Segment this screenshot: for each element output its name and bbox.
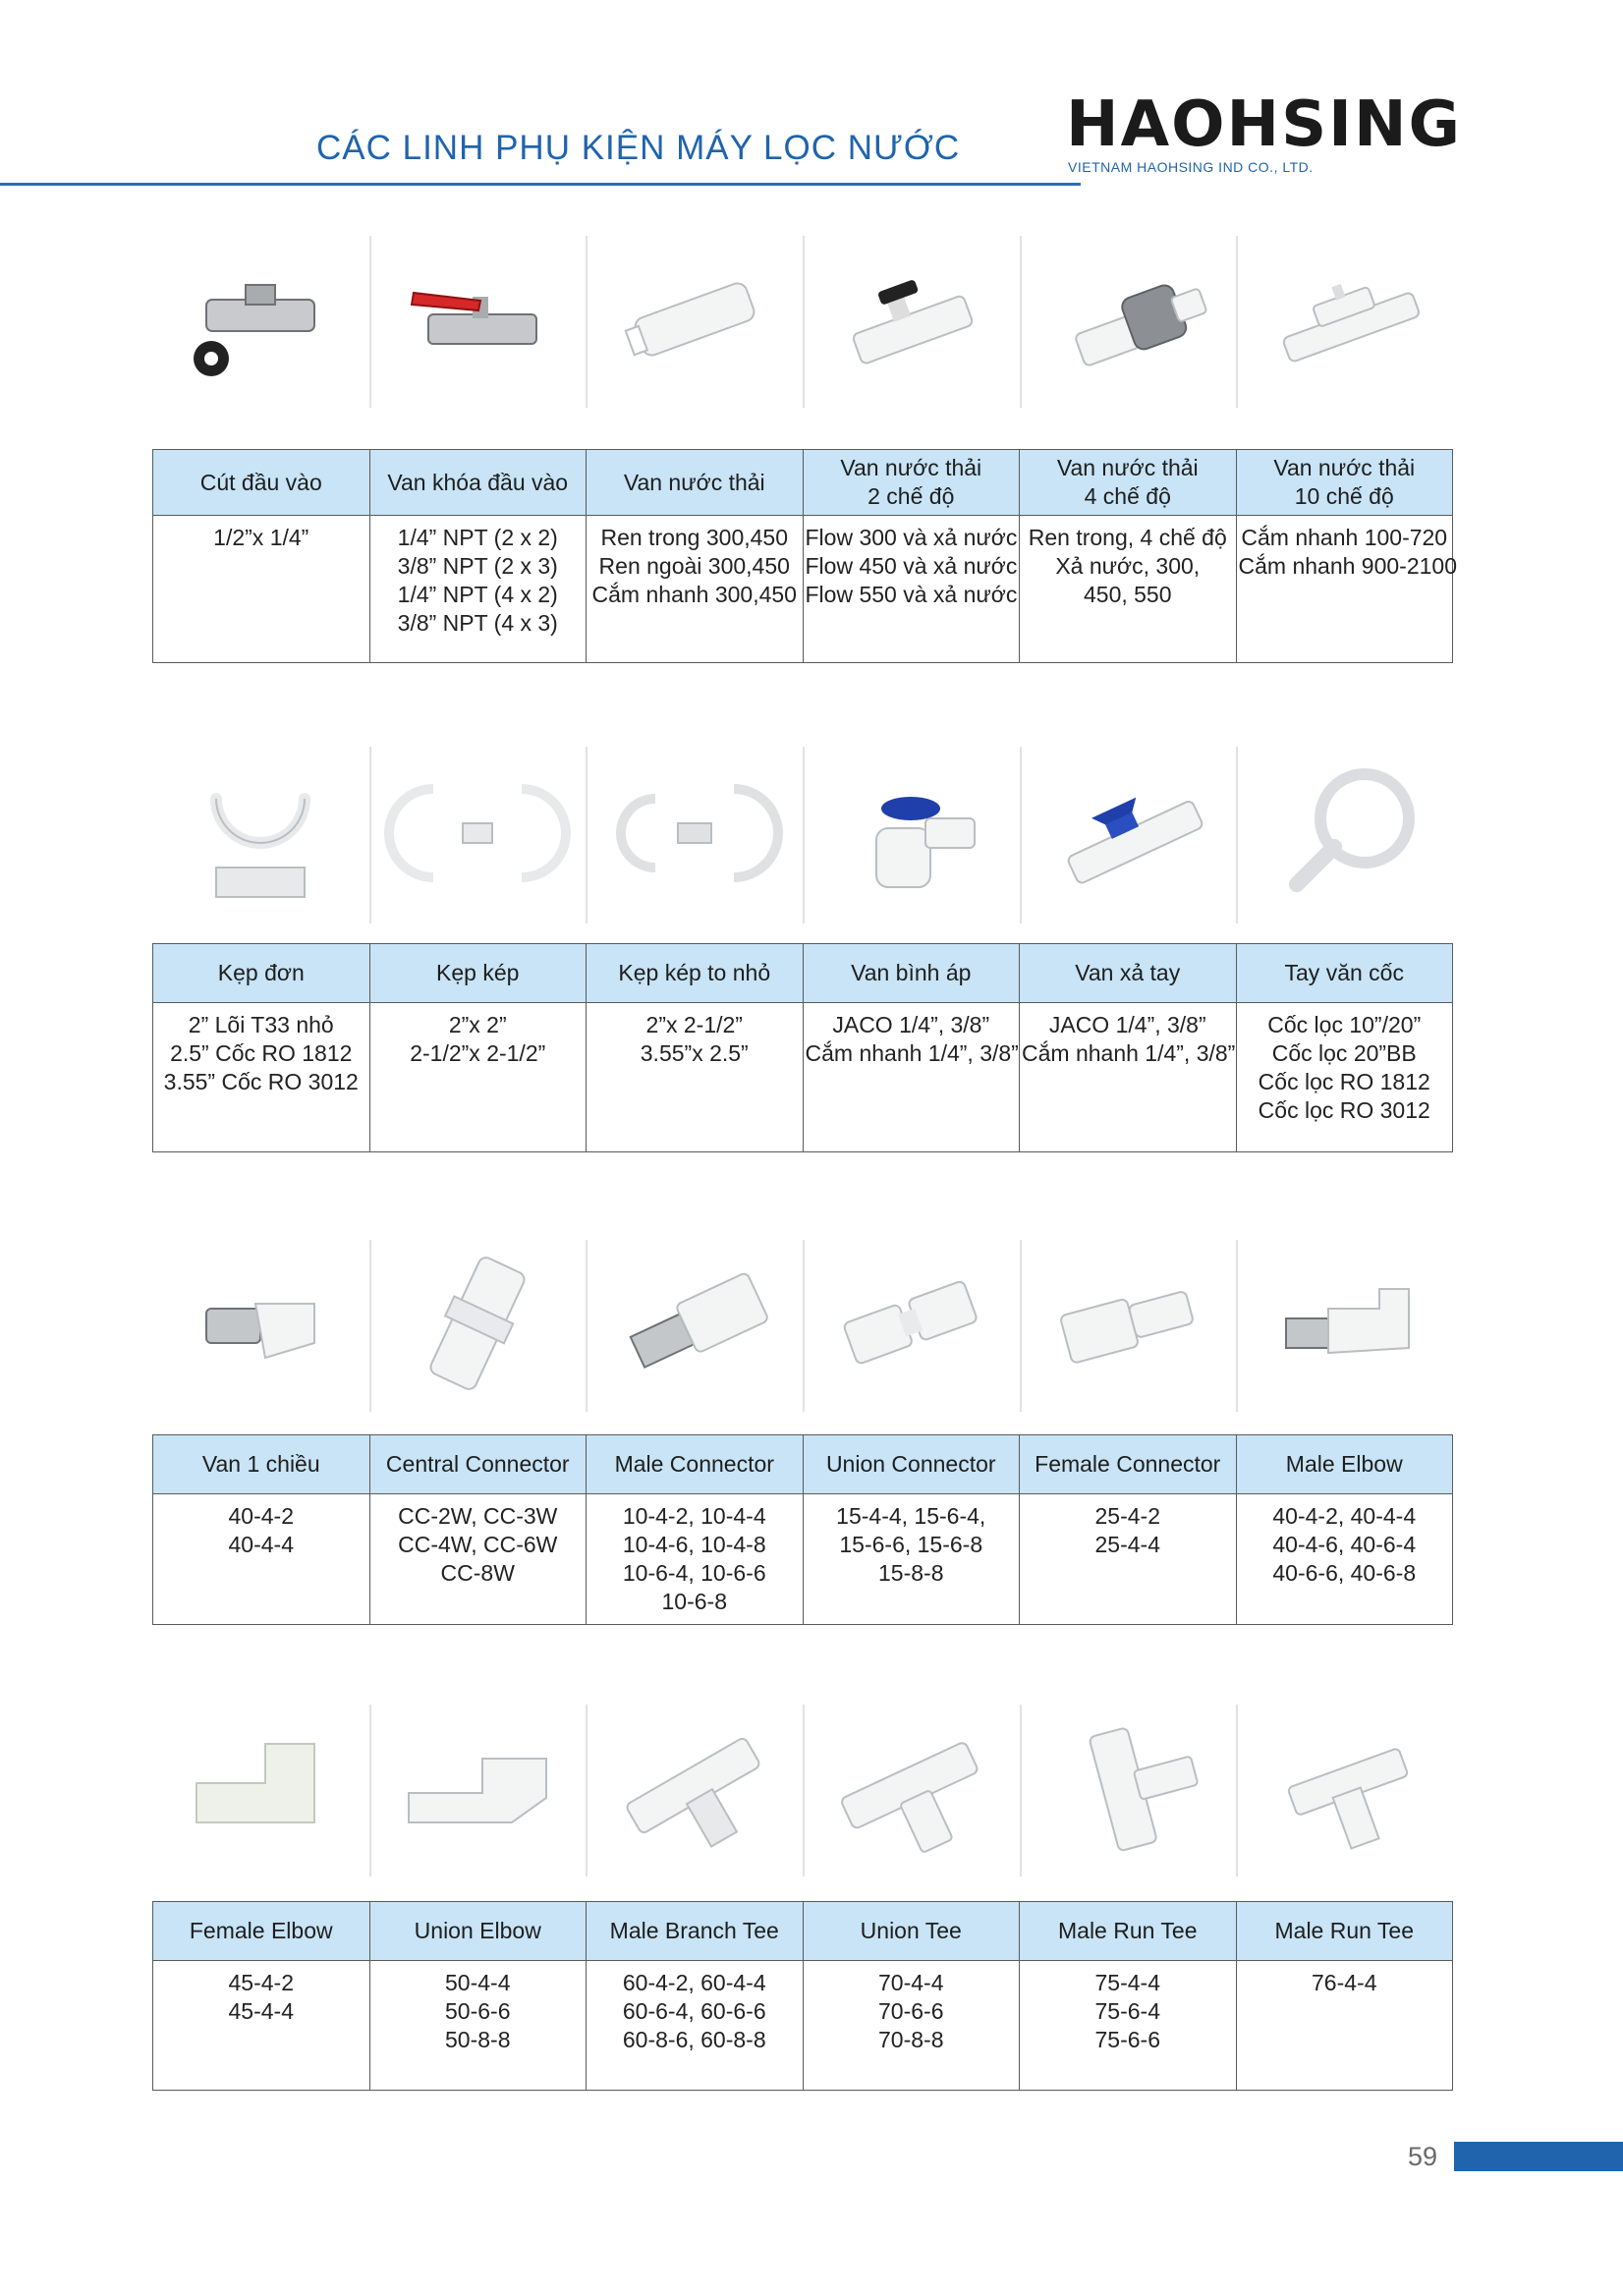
product-spec: Ren ngoài 300,450 [598, 553, 790, 579]
product-name-cell [153, 450, 370, 516]
product-spec: 3.55” Cốc RO 3012 [163, 1069, 359, 1094]
product-spec-cell [587, 1961, 804, 2091]
product-spec: Cắm nhanh 1/4”, 3/8” [805, 1040, 1019, 1066]
product-name-cell [369, 944, 587, 1003]
product-spec-cell [803, 516, 1020, 663]
page-title: CÁC LINH PHỤ KIỆN MÁY LỌC NƯỚC [316, 129, 961, 168]
table-header-row [153, 944, 1453, 1003]
product-spec: 75-6-4 [1094, 1998, 1160, 2024]
product-name: Male Elbow [1285, 1451, 1403, 1477]
product-spec: Cốc lọc RO 3012 [1258, 1097, 1430, 1123]
product-spec-cell [369, 1961, 587, 2091]
product-name: Union Elbow [414, 1918, 541, 1943]
product-name: Male Branch Tee [609, 1918, 779, 1943]
product-spec: CC-2W, CC-3W [398, 1503, 558, 1529]
product-spec: Xả nước, 300, [1055, 553, 1201, 579]
manual-valve-icon [1035, 759, 1221, 912]
product-spec: 3/8” NPT (2 x 3) [397, 553, 558, 579]
product-spec-cell [153, 1003, 370, 1152]
product-name-cell [803, 944, 1020, 1003]
product-spec: 1/2”x 1/4” [213, 525, 309, 550]
product-name-cell [587, 944, 804, 1003]
product-spec-cell [153, 1494, 370, 1625]
product-spec-cell [369, 1003, 587, 1152]
product-spec: 70-8-8 [878, 2027, 944, 2052]
product-name: Van xả tay [1075, 960, 1181, 985]
product-spec: 76-4-4 [1312, 1970, 1377, 1995]
product-spec: 75-4-4 [1094, 1970, 1160, 1995]
table-header-row [153, 1902, 1453, 1961]
male-connector-icon [601, 1250, 788, 1402]
product-photo [586, 747, 803, 924]
product-spec: 70-4-4 [878, 1970, 944, 1995]
product-spec: 15-4-4, 15-6-4, [836, 1503, 986, 1529]
product-name-cell [153, 1435, 370, 1494]
product-name-cell [153, 944, 370, 1003]
product-photo [1020, 236, 1237, 408]
product-spec: 1/4” NPT (2 x 2) [397, 525, 558, 550]
header-rule [0, 183, 1081, 186]
product-name: 4 chế độ [1084, 483, 1171, 509]
product-photo [369, 1240, 587, 1412]
table-row [153, 1003, 1453, 1152]
product-spec-cell [369, 1494, 587, 1625]
product-photo [1020, 1705, 1237, 1876]
tank-valve-icon [817, 759, 1004, 912]
spec-table [152, 449, 1457, 663]
product-name-cell [1020, 1435, 1237, 1494]
product-spec: 45-4-2 [228, 1970, 294, 1995]
product-spec: 60-6-4, 60-6-6 [622, 1998, 766, 2024]
product-image-strip [152, 747, 1453, 924]
product-photo [1236, 1240, 1453, 1412]
product-name-cell [803, 1435, 1020, 1494]
product-photo [1236, 747, 1453, 924]
product-name-cell [1020, 1902, 1237, 1961]
product-spec-cell [803, 1961, 1020, 2091]
logo-wordmark: HAOHSING [1066, 88, 1463, 161]
rotary-valve-icon [1035, 246, 1221, 398]
product-name-cell [1236, 1435, 1453, 1494]
product-name: Van nước thải [840, 455, 982, 480]
product-spec: 2”x 2” [448, 1012, 507, 1037]
product-spec-cell [1020, 1494, 1237, 1625]
product-name: Male Connector [614, 1451, 774, 1477]
product-name-cell [587, 450, 804, 516]
product-name-cell [1020, 450, 1237, 516]
product-name-cell [587, 1435, 804, 1494]
product-photo [1020, 1240, 1237, 1412]
product-spec: Cốc lọc 20”BB [1271, 1040, 1417, 1066]
product-spec-cell [587, 516, 804, 663]
product-photo [152, 747, 369, 924]
product-spec-cell [803, 1494, 1020, 1625]
product-spec: CC-8W [440, 1560, 515, 1586]
product-spec: Cốc lọc RO 1812 [1258, 1069, 1430, 1094]
male-branch-tee-icon [601, 1714, 788, 1867]
product-photo [803, 1705, 1020, 1876]
product-spec: 15-6-6, 15-6-8 [839, 1532, 983, 1557]
product-spec: Ren trong, 4 chế độ [1028, 525, 1227, 550]
spec-table [152, 1434, 1453, 1625]
product-name-cell [1236, 1902, 1453, 1961]
product-spec: 10-4-2, 10-4-4 [622, 1503, 766, 1529]
product-spec: 10-6-8 [661, 1589, 727, 1614]
check-valve-icon [167, 1250, 354, 1402]
product-spec: 10-6-4, 10-6-6 [622, 1560, 766, 1586]
product-name-cell [803, 450, 1020, 516]
product-name: Male Run Tee [1274, 1918, 1414, 1943]
table-row [153, 1494, 1453, 1625]
flush-valve-icon [817, 246, 1004, 398]
product-spec: 10-4-6, 10-4-8 [622, 1532, 766, 1557]
product-spec: Cắm nhanh 100-720 [1241, 525, 1448, 550]
product-name-cell [587, 1902, 804, 1961]
product-photo [586, 1705, 803, 1876]
multi-flow-valve-icon [1252, 246, 1438, 398]
product-spec: 450, 550 [1083, 582, 1172, 607]
product-name-cell [369, 1902, 587, 1961]
male-elbow-icon [1252, 1250, 1438, 1402]
product-spec: 25-4-4 [1094, 1532, 1160, 1557]
product-spec: 25-4-2 [1094, 1503, 1160, 1529]
product-spec: 40-4-4 [228, 1532, 294, 1557]
product-name-cell [369, 1435, 587, 1494]
reducing-clip-icon [601, 759, 788, 912]
product-name: Van bình áp [851, 960, 972, 985]
product-photo [1020, 747, 1237, 924]
product-spec: 3/8” NPT (4 x 3) [397, 610, 558, 636]
spec-table [152, 1901, 1453, 2091]
double-clip-icon [384, 759, 571, 912]
product-photo [1236, 236, 1453, 408]
brand-logo [1066, 88, 1463, 179]
product-photo [1236, 1705, 1453, 1876]
product-spec: 40-4-2, 40-4-4 [1272, 1503, 1417, 1529]
product-name: Union Tee [860, 1918, 962, 1943]
product-photo [803, 1240, 1020, 1412]
product-spec: 2”x 2-1/2” [645, 1012, 743, 1037]
logo-subtitle: VIETNAM HAOHSING IND CO., LTD. [1068, 159, 1314, 175]
flow-restrictor-icon [601, 246, 788, 398]
product-spec-cell [1236, 516, 1457, 663]
product-spec: Cốc lọc 10”/20” [1267, 1012, 1422, 1037]
product-name: Female Connector [1035, 1451, 1221, 1477]
table-header-row [153, 1435, 1453, 1494]
product-spec: Cắm nhanh 900-2100 [1238, 553, 1457, 579]
product-name-cell [1236, 450, 1453, 516]
product-spec: 1/4” NPT (4 x 2) [397, 582, 558, 607]
product-name: Tay văn cốc [1284, 960, 1404, 985]
product-photo [586, 236, 803, 408]
product-photo [586, 1240, 803, 1412]
product-name-cell [369, 450, 587, 516]
product-photo [369, 1705, 587, 1876]
product-spec: 2” Lõi T33 nhỏ [188, 1012, 334, 1037]
product-image-strip [152, 1240, 1453, 1412]
product-photo [369, 236, 587, 408]
product-spec: CC-4W, CC-6W [398, 1532, 558, 1557]
product-photo [152, 236, 369, 408]
product-name: Central Connector [385, 1451, 570, 1477]
product-spec: 15-8-8 [878, 1560, 944, 1586]
page-number-bar [1454, 2142, 1623, 2171]
male-run-tee-icon [1035, 1714, 1221, 1867]
product-name: Cút đầu vào [199, 469, 322, 495]
product-spec-cell [1020, 1003, 1237, 1152]
product-spec: Cắm nhanh 1/4”, 3/8” [1022, 1040, 1236, 1066]
product-name: Kẹp kép to nhỏ [618, 960, 771, 985]
product-spec-cell [803, 1003, 1020, 1152]
product-name: Van nước thải [1273, 455, 1416, 480]
union-tee-icon [817, 1714, 1004, 1867]
single-clip-icon [167, 759, 354, 912]
table-row [153, 516, 1453, 663]
central-connector-icon [384, 1250, 571, 1402]
product-spec-cell [1020, 1961, 1237, 2091]
male-run-tee-alt-icon [1252, 1714, 1438, 1867]
product-spec: 50-6-6 [445, 1998, 511, 2024]
product-spec: 40-4-2 [228, 1503, 294, 1529]
table-row [153, 1961, 1453, 2091]
tee-adapter-icon [167, 246, 354, 398]
product-spec-cell [153, 516, 370, 663]
union-connector-icon [817, 1250, 1004, 1402]
product-spec: JACO 1/4”, 3/8” [1048, 1012, 1206, 1037]
product-spec-cell [1236, 1494, 1453, 1625]
product-name: Van khóa đầu vào [387, 469, 569, 495]
product-name: Union Connector [825, 1451, 996, 1477]
product-photo [803, 236, 1020, 408]
product-spec: 2.5” Cốc RO 1812 [170, 1040, 353, 1066]
product-spec-cell [1020, 516, 1237, 663]
product-spec: 40-4-6, 40-6-4 [1272, 1532, 1417, 1557]
product-name: Kẹp kép [436, 960, 520, 985]
product-spec: JACO 1/4”, 3/8” [832, 1012, 990, 1037]
product-name: Van 1 chiều [201, 1451, 320, 1477]
female-connector-icon [1035, 1250, 1221, 1402]
product-name-cell [1236, 944, 1453, 1003]
housing-wrench-icon [1252, 759, 1438, 912]
product-photo [152, 1705, 369, 1876]
union-elbow-icon [384, 1714, 571, 1867]
product-name: 2 chế độ [867, 483, 955, 509]
product-spec: 40-6-6, 40-6-8 [1272, 1560, 1417, 1586]
product-spec-cell [1236, 1003, 1453, 1152]
product-spec: 60-4-2, 60-4-4 [622, 1970, 766, 1995]
product-spec: Flow 300 và xả nước [805, 525, 1018, 550]
product-spec-cell [1236, 1961, 1453, 2091]
product-photo [369, 747, 587, 924]
product-spec: 3.55”x 2.5” [640, 1040, 749, 1066]
product-name-cell [1020, 944, 1237, 1003]
product-name: Female Elbow [189, 1918, 333, 1943]
product-spec: 2-1/2”x 2-1/2” [410, 1040, 546, 1066]
product-spec: 70-6-6 [878, 1998, 944, 2024]
product-name-cell [153, 1902, 370, 1961]
product-spec-cell [587, 1003, 804, 1152]
page-number: 59 [1408, 2142, 1438, 2171]
product-spec: 60-8-6, 60-8-8 [622, 2027, 766, 2052]
spec-table [152, 943, 1453, 1152]
product-spec: 75-6-6 [1094, 2027, 1160, 2052]
product-name: Van nước thải [1056, 455, 1199, 480]
product-name-cell [803, 1902, 1020, 1961]
product-spec-cell [369, 516, 587, 663]
product-spec: 45-4-4 [228, 1998, 294, 2024]
product-spec: Flow 550 và xả nước [805, 582, 1018, 607]
product-photo [152, 1240, 369, 1412]
product-spec: Flow 450 và xả nước [805, 553, 1018, 579]
product-image-strip [152, 1705, 1453, 1876]
product-spec: Cắm nhanh 300,450 [591, 582, 797, 607]
product-spec: 50-4-4 [445, 1970, 511, 1995]
product-spec-cell [587, 1494, 804, 1625]
product-name: Van nước thải [623, 469, 765, 495]
product-spec: 50-8-8 [445, 2027, 511, 2052]
product-image-strip [152, 236, 1453, 408]
table-header-row [153, 450, 1453, 516]
product-name: Kẹp đơn [217, 960, 305, 985]
product-name: 10 chế độ [1294, 483, 1394, 509]
ball-valve-icon [384, 246, 571, 398]
product-photo [803, 747, 1020, 924]
product-spec: Ren trong 300,450 [600, 525, 789, 550]
female-elbow-icon [167, 1714, 354, 1867]
product-name: Male Run Tee [1058, 1918, 1198, 1943]
product-spec-cell [153, 1961, 370, 2091]
